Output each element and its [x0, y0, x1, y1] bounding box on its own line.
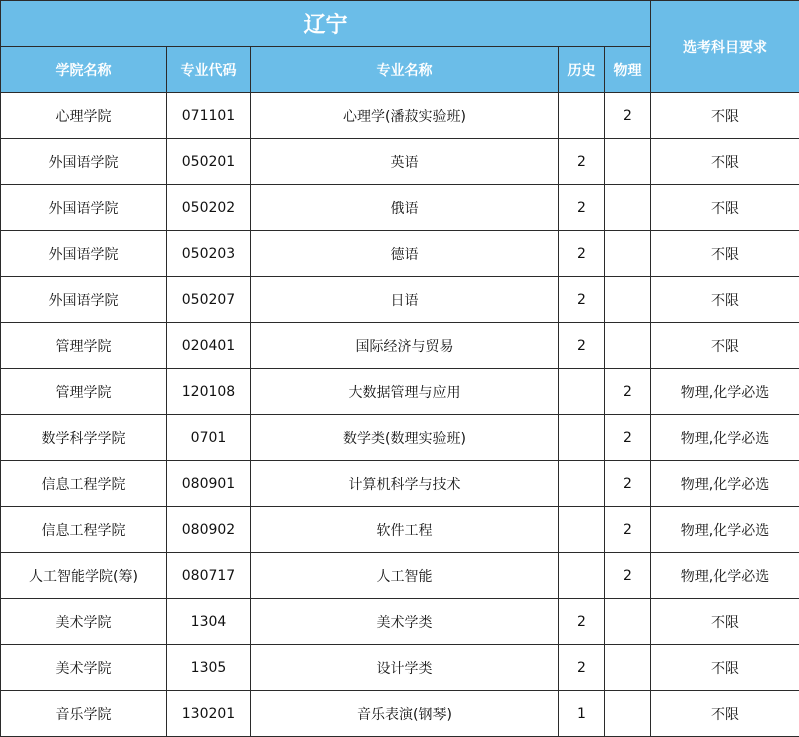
cell-code: 1304	[167, 599, 251, 645]
cell-code: 050207	[167, 277, 251, 323]
cell-history	[559, 415, 605, 461]
cell-history: 2	[559, 185, 605, 231]
cell-major: 国际经济与贸易	[251, 323, 559, 369]
cell-college: 管理学院	[1, 369, 167, 415]
cell-requirement: 物理,化学必选	[651, 553, 799, 599]
cell-requirement: 物理,化学必选	[651, 369, 799, 415]
cell-college: 数学科学学院	[1, 415, 167, 461]
cell-major: 软件工程	[251, 507, 559, 553]
table-row	[1, 185, 799, 231]
cell-physics	[605, 185, 651, 231]
cell-major: 数学类(数理实验班)	[251, 415, 559, 461]
header-requirement: 选考科目要求	[651, 1, 799, 93]
cell-requirement: 不限	[651, 185, 799, 231]
cell-college: 美术学院	[1, 645, 167, 691]
cell-major: 大数据管理与应用	[251, 369, 559, 415]
title-row	[1, 1, 799, 47]
cell-physics: 2	[605, 507, 651, 553]
cell-physics: 2	[605, 415, 651, 461]
cell-college: 管理学院	[1, 323, 167, 369]
header-physics: 物理	[605, 47, 651, 93]
cell-history	[559, 553, 605, 599]
cell-major: 计算机科学与技术	[251, 461, 559, 507]
cell-college: 音乐学院	[1, 691, 167, 737]
table-row	[1, 415, 799, 461]
cell-physics: 2	[605, 461, 651, 507]
table-row	[1, 645, 799, 691]
cell-requirement: 不限	[651, 231, 799, 277]
cell-history	[559, 461, 605, 507]
cell-history	[559, 507, 605, 553]
cell-code: 050202	[167, 185, 251, 231]
table-row	[1, 139, 799, 185]
cell-major: 心理学(潘菽实验班)	[251, 93, 559, 139]
cell-major: 俄语	[251, 185, 559, 231]
cell-history: 1	[559, 691, 605, 737]
cell-major: 音乐表演(钢琴)	[251, 691, 559, 737]
cell-history: 2	[559, 277, 605, 323]
table-row	[1, 277, 799, 323]
table-row	[1, 369, 799, 415]
cell-requirement: 物理,化学必选	[651, 507, 799, 553]
cell-history: 2	[559, 323, 605, 369]
cell-history	[559, 369, 605, 415]
table-row	[1, 231, 799, 277]
cell-requirement: 物理,化学必选	[651, 461, 799, 507]
cell-requirement: 不限	[651, 323, 799, 369]
cell-college: 外国语学院	[1, 185, 167, 231]
header-history: 历史	[559, 47, 605, 93]
cell-code: 080902	[167, 507, 251, 553]
cell-physics: 2	[605, 553, 651, 599]
cell-code: 080717	[167, 553, 251, 599]
table-row	[1, 599, 799, 645]
cell-major: 人工智能	[251, 553, 559, 599]
cell-code: 130201	[167, 691, 251, 737]
cell-requirement: 不限	[651, 645, 799, 691]
cell-college: 美术学院	[1, 599, 167, 645]
cell-major: 英语	[251, 139, 559, 185]
cell-code: 120108	[167, 369, 251, 415]
table-row	[1, 691, 799, 737]
cell-college: 外国语学院	[1, 231, 167, 277]
cell-college: 信息工程学院	[1, 461, 167, 507]
header-college: 学院名称	[1, 47, 167, 93]
header-code: 专业代码	[167, 47, 251, 93]
cell-requirement: 不限	[651, 277, 799, 323]
cell-history	[559, 93, 605, 139]
header-major: 专业名称	[251, 47, 559, 93]
cell-physics	[605, 645, 651, 691]
cell-code: 0701	[167, 415, 251, 461]
cell-requirement: 不限	[651, 691, 799, 737]
table-title: 辽宁	[1, 1, 651, 47]
cell-history: 2	[559, 645, 605, 691]
cell-code: 050203	[167, 231, 251, 277]
cell-requirement: 不限	[651, 139, 799, 185]
cell-requirement: 物理,化学必选	[651, 415, 799, 461]
cell-physics	[605, 599, 651, 645]
cell-requirement: 不限	[651, 599, 799, 645]
cell-history: 2	[559, 139, 605, 185]
cell-major: 德语	[251, 231, 559, 277]
cell-major: 日语	[251, 277, 559, 323]
cell-major: 美术学类	[251, 599, 559, 645]
cell-physics	[605, 323, 651, 369]
table-row	[1, 507, 799, 553]
cell-college: 外国语学院	[1, 277, 167, 323]
table-row	[1, 323, 799, 369]
cell-college: 心理学院	[1, 93, 167, 139]
cell-college: 信息工程学院	[1, 507, 167, 553]
cell-history: 2	[559, 231, 605, 277]
table-row	[1, 93, 799, 139]
cell-code: 071101	[167, 93, 251, 139]
table-row	[1, 461, 799, 507]
cell-code: 1305	[167, 645, 251, 691]
cell-physics: 2	[605, 93, 651, 139]
cell-physics	[605, 277, 651, 323]
cell-college: 外国语学院	[1, 139, 167, 185]
cell-physics	[605, 691, 651, 737]
cell-physics: 2	[605, 369, 651, 415]
cell-history: 2	[559, 599, 605, 645]
cell-code: 020401	[167, 323, 251, 369]
cell-college: 人工智能学院(筹)	[1, 553, 167, 599]
cell-physics	[605, 139, 651, 185]
cell-requirement: 不限	[651, 93, 799, 139]
cell-code: 080901	[167, 461, 251, 507]
table-row	[1, 553, 799, 599]
cell-code: 050201	[167, 139, 251, 185]
cell-physics	[605, 231, 651, 277]
cell-major: 设计学类	[251, 645, 559, 691]
